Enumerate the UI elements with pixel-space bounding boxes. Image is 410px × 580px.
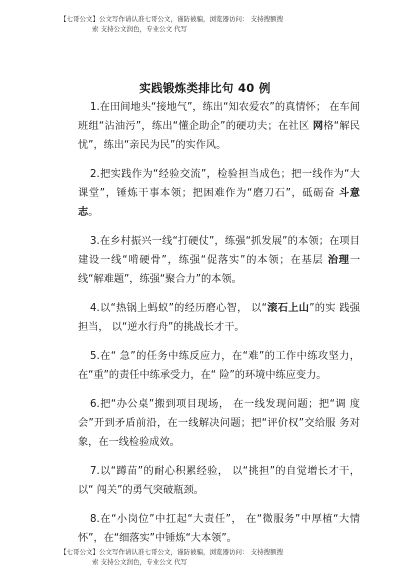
- footer-line-2: 索 支持公文润色，专业公文 代写: [92, 558, 188, 566]
- paragraph-8: 8.在“小岗位”中扛起“大责任”， 在“微服务”中厚植“大情怀”，在“细落实”中锤炼“大本领”。: [78, 514, 360, 544]
- page-header: [60, 14, 360, 34]
- header-line-1: 【七哥公文】公文写作请认准七哥公文，谨防被骗，浏览器访问： 支持搜额搜: [60, 15, 284, 23]
- paragraph-1: 1.在田间地头“接地气”，练出“知农爱农”的真情怀； 在车间班组“沾油污”，练出“懂企助企”的硬功夫；在社区 网格“解民忧”，练出“亲民为民”的实作风。: [78, 102, 360, 151]
- paragraph-2: 2.把实践作为“经验交流”，检验担当成色；把一线作为“大课堂”，锤炼干事本领；把困难作为“磨刀石”，砥砺奋 斗意志。: [78, 169, 360, 218]
- paragraph-7: 7.以“蹲苗”的耐心积累经验， 以“挑担”的自觉增长才干， 以“ 闯关”的勇气突破瓶颈。: [78, 466, 360, 496]
- page-footer: [60, 547, 360, 567]
- paragraph-3: 3.在乡村振兴一线“打硬仗”，练强“抓发展”的本领；在项目建设一线“啃硬骨”，练强“促落实”的本领；在基层 治理一线“解难题”，练强“聚合力”的本领。: [78, 236, 360, 285]
- document-body: [78, 98, 360, 558]
- header-line-2: 索 支持公文润色，专业公文 代写: [92, 25, 188, 33]
- paragraph-4: 4.以“热锅上蚂蚁”的经历磨心智， 以“滚石上山”的实 践强担当， 以“逆水行舟”的挑战长才干。: [78, 303, 360, 333]
- paragraph-5: 5.在“ 急”的任务中练反应力，在“难”的工作中练攻坚力，在“重”的责任中练承受力，在“ 险”的环境中练应变力。: [78, 351, 360, 381]
- footer-line-1: 【七哥公文】公文写作请认准七哥公文，谨防被骗，浏览器访问： 支持搜额搜: [60, 548, 284, 556]
- document-title: 实践锻炼类排比句 40 例: [139, 81, 271, 95]
- paragraph-6: 6.把“办公桌”搬到项目现场， 在一线发现问题；把“调 度会”开到矛盾前沿，在一线解决问题；把“评价权”交给服 务对象，在一线检验成效。: [78, 399, 360, 448]
